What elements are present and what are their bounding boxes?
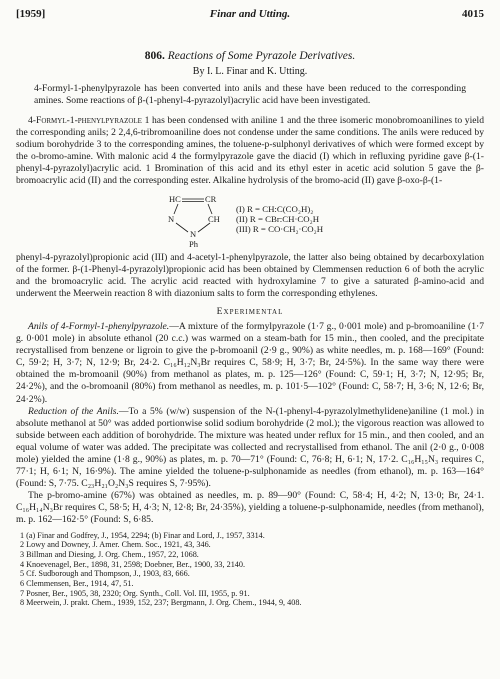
reference-item: 6 Clemmensen, Ber., 1914, 47, 51. xyxy=(20,579,134,589)
intro-paragraph-continued: phenyl-4-pyrazolyl)propionic acid (III) and 4-acetyl-1-phenylpyrazole, the latter also being obtained by decarboxylation of the former. β-(1-Phenyl-4-pyrazolyl)propionic acid has been obtained by Clemmensen reduction 6 of both the acrylic and the bromoacrylic acid. The acrylic acid reacted with hydroxylamine 7 to give a saturated β-amino-acid and underwent the Meerwein reaction 8 with diazonium salts to form the corresponding ethylenes. xyxy=(16,251,484,299)
structure-label-n: N xyxy=(168,213,175,224)
r-group-list xyxy=(236,204,323,235)
exp-text: —A mixture of the formylpyrazole (1·7 g., 0·001 mole) and p-bromoaniline (1·7 g. 0·001 mole) in absolute ethanol (20 c.c.) was warmed on a steam-bath for 15 min., then cooled, and the precipitate recrystallised from benzene or ligroin to give the p-bromoanil (2·9 g., 90%) as white needles, m. p. 168—169° (Found: C, 59·2; H, 3·7; N, 12·9; Br, 24·2. C₁₆H₁₂N₃Br requires C, 58·9; H, 3·7; Br, 24·5%). In the same way there were obtained the m-bromoanil (90%) from methanol as plates, m. p. 125—126° (Found: C, 59·1; H, 3·7; N, 12·95; Br, 24·2%), and the o-bromoanil (80%) from methanol as needles, m. p. 101·5—102° (Found: C, 58·7; H, 3·6; N, 12·6; Br, 24·2%). xyxy=(16,320,484,405)
intro-paragraph xyxy=(16,115,484,188)
reference-item: 8 Meerwein, J. prakt. Chem., 1939, 152, 237; Bergmann, J. Org. Chem., 1944, 9, 408. xyxy=(20,598,302,608)
header-year: [1959] xyxy=(16,8,46,20)
structure-label-ch: CH xyxy=(208,213,220,224)
r-group-item: (I) R = CH:C(CO₂H)₂ xyxy=(236,203,314,214)
reference-item: 5 Cf. Sudborough and Thompson, J., 1903, 83, 666. xyxy=(20,569,190,579)
reference-item: 1 (a) Finar and Godfrey, J., 1954, 2294; (b) Finar and Lord, J., 1957, 3314. xyxy=(20,530,265,540)
footnote-references xyxy=(16,531,484,609)
structure-label-n-bottom: N xyxy=(190,228,197,239)
structure-label-cr: CR xyxy=(205,193,217,204)
header-running-title: Finar and Utting. xyxy=(209,8,291,20)
reference-item: 7 Posner, Ber., 1905, 38, 2320; Org. Synth., Coll. Vol. III, 1955, p. 91. xyxy=(20,588,250,598)
section-heading: Experimental xyxy=(216,305,284,317)
experimental-paragraph-bromo-amine: The p-bromo-amine (67%) was obtained as needles, m. p. 89—90° (Found: C, 58·4; H, 4·2; N, 13·0; Br, 24·1. C₁₆H₁₄N₃Br requires C, 58·5; H, 4·3; N, 12·8; Br, 24·35%), yielding a toluene-p-sulphonamide, needles (from methanol), m. p. 162—162·5° (Found: S, 6·85. xyxy=(16,490,484,526)
experimental-paragraph-reduction xyxy=(16,406,484,491)
intro-text: 1 has been condensed with aniline 1 and the three isomeric monobromoanilines to yield the corresponding anils; 2 2,4,6-tribromoaniline does not condense under the same conditions. The anils were reduced by sodium borohydride 3 to the corresponding amines, the toluene-p-sulphonyl derivatives of which were formed except by the o-bromo-amine. With malonic acid 4 the formylpyrazole gave the diacid (I) which in refluxing pyridine gave β-(1-phenyl-4-pyrazolyl)acrylic acid. 1 Bromination of this acid and its ethyl ester in acetic acid solution 5 gave the β-bromoacrylic acid (II) and the corresponding ester. Alkaline hydrolysis of the bromo-acid (II) gave β-oxo-β-(1- xyxy=(16,115,484,187)
r-group-item: (II) R = CBr:CH·CO₂H xyxy=(236,213,320,224)
r-group-item: (III) R = CO·CH₂·CO₂H xyxy=(236,224,324,235)
structure-label-hc: HC xyxy=(169,193,181,204)
experimental-paragraph-anils xyxy=(16,321,484,406)
exp-text: —To a 5% (w/w) suspension of the N-(1-phenyl-4-pyrazolylmethylidene)aniline (1 mol.) in absolute methanol at 50° was added portionwise solid sodium borohydride (2 mol.); the vigorous reaction was allowed to subside between each addition of borohydride. The mixture was heated under reflux for 15 min., and then cooled, and an equal volume of water was added. The precipitate was collected and recrystallised from ethanol. The anil (2·0 g., 0·008 mole) yielded the amine (1·8 g., 90%) as plates, m. p. 70—71° (Found: C, 76·8; H, 6·1; N, 17·2. C₁₆H₁₅N₃ requires C, 77·1; H, 6·1; N, 16·9%). The amine yielded the toluene-p-sulphonamide as needles (from ethanol), m. p. 163—164° (Found: S, 7·75. C₂₃H₂₁O₂N₃S requires S, 7·95%). xyxy=(16,405,484,490)
author-byline: By I. L. Finar and K. Utting. xyxy=(192,66,308,77)
exp-lead: Anils of 4-Formyl-1-phenylpyrazole. xyxy=(28,320,170,332)
article-title xyxy=(16,50,484,62)
intro-lead: 4-Formyl-1-phenylpyrazole xyxy=(28,115,142,126)
article-title-text: Reactions of Some Pyrazole Derivatives. xyxy=(167,50,356,62)
pyrazole-structure xyxy=(164,190,234,250)
running-header xyxy=(16,8,484,24)
abstract: 4-Formyl-1-phenylpyrazole has been converted into anils and these have been reduced to the corresponding amines. Some reactions of β-(1-phenyl-4-pyrazolyl)acrylic acid have been investigated. xyxy=(34,83,466,106)
header-page-number: 4015 xyxy=(462,8,484,20)
reference-item: 4 Knoevenagel, Ber., 1898, 31, 2598; Doebner, Ber., 1900, 33, 2140. xyxy=(20,559,246,569)
exp-lead: Reduction of the Anils. xyxy=(28,405,119,417)
structure-figure xyxy=(16,190,484,250)
structure-label-ph: Ph xyxy=(189,238,198,249)
reference-item: 3 Billman and Diesing, J. Org. Chem., 1957, 22, 1068. xyxy=(20,549,199,559)
reference-item: 2 Lowy and Downey, J. Amer. Chem. Soc., 1921, 43, 346. xyxy=(20,540,211,550)
article-number: 806. xyxy=(144,50,165,62)
